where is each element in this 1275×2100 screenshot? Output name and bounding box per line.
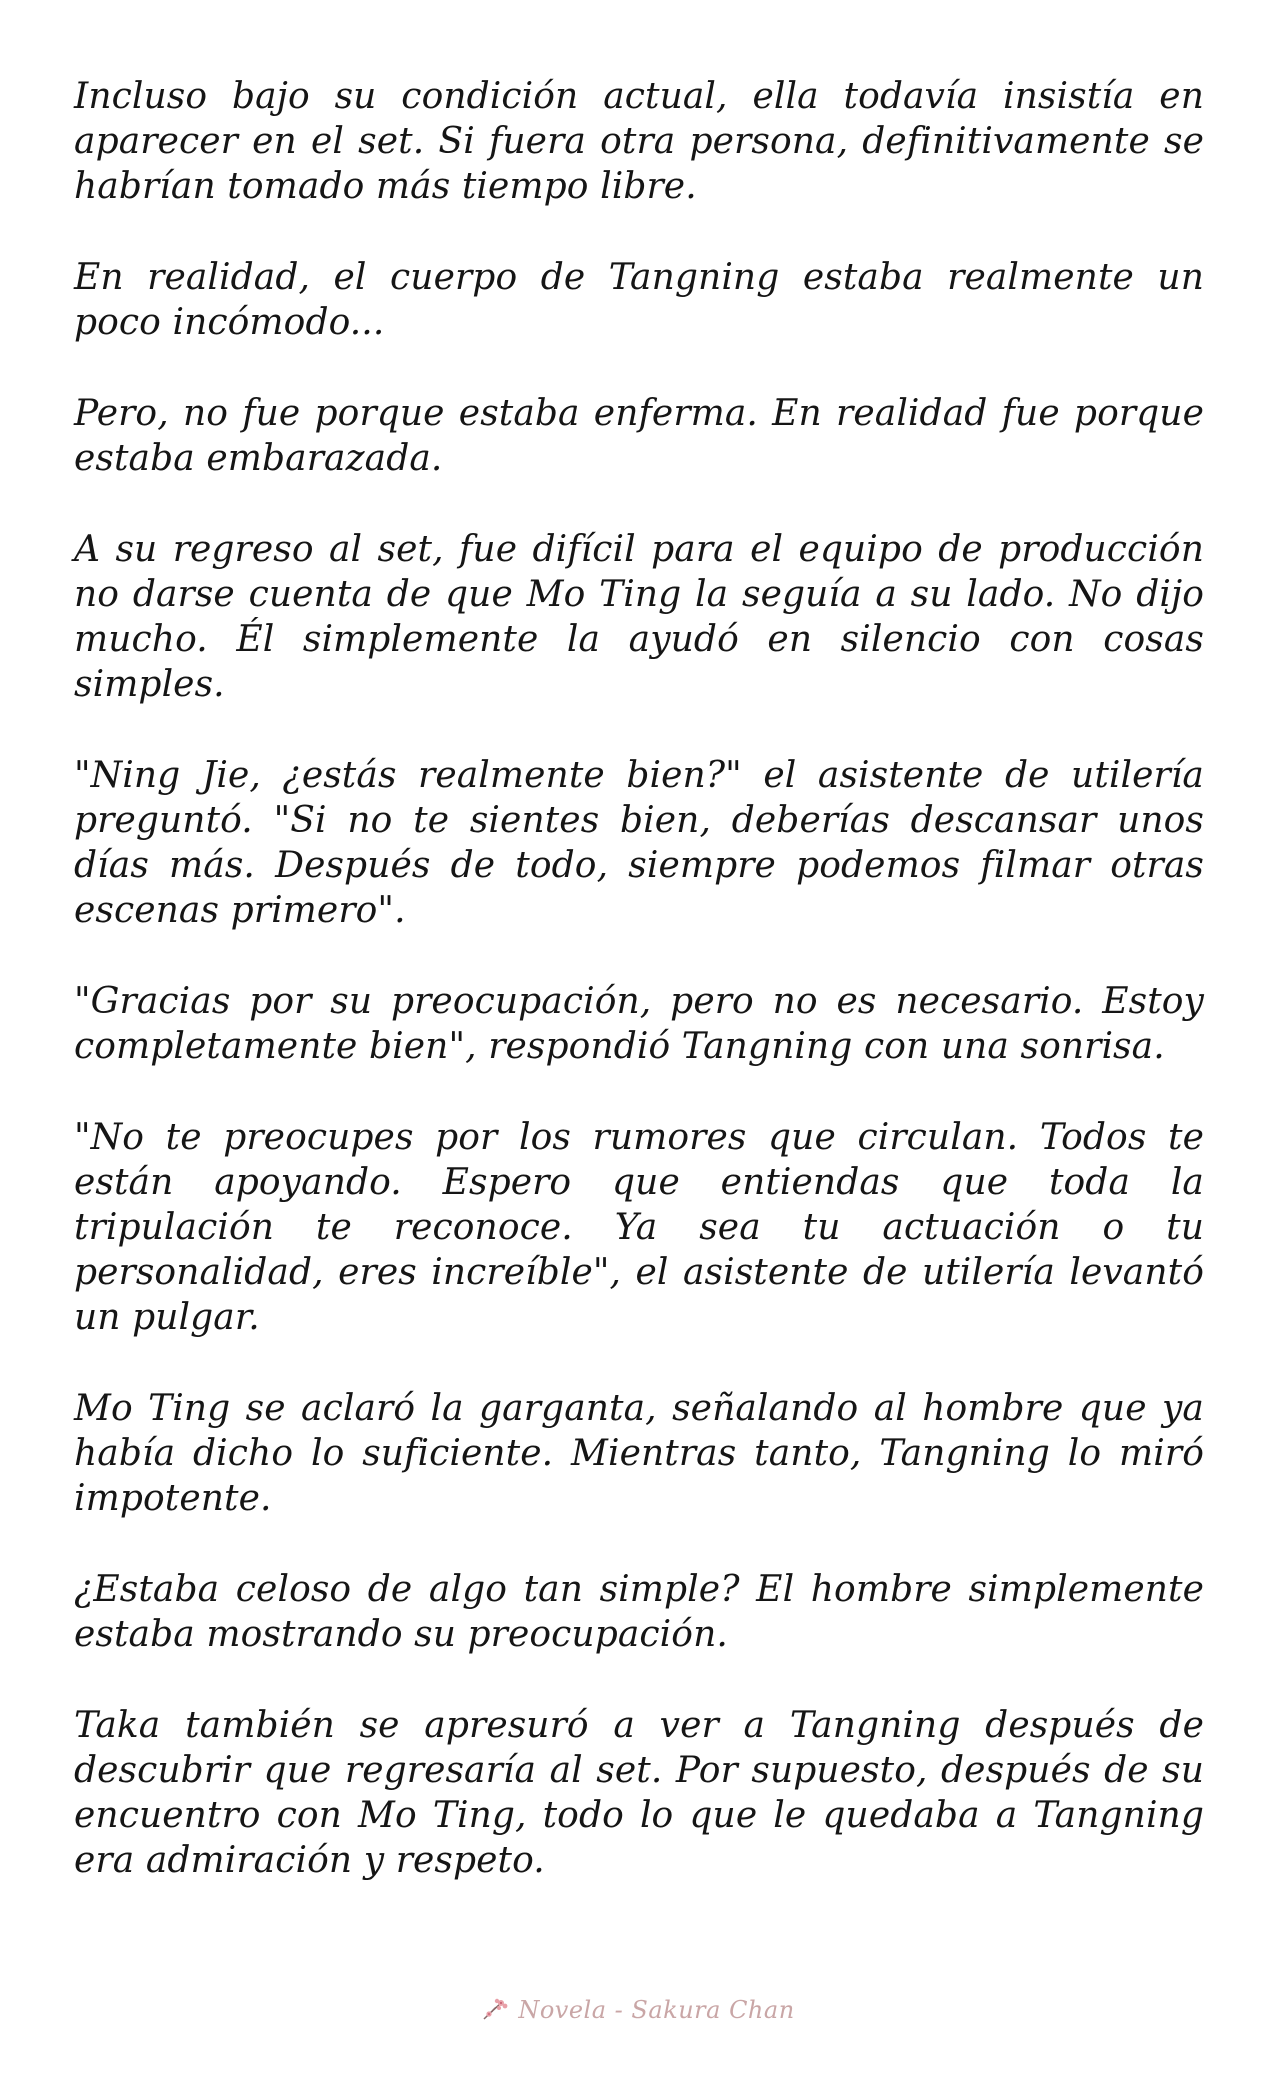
footer-watermark [0,1995,1275,2025]
paragraph-4: A su regreso al set, fue difícil para el equipo de producción no darse cuenta de que Mo Ting la seguía a su lado. No dijo mucho. Él simplemente la ayudó en silencio con cosas simples. [74,529,1204,705]
paragraph-8: Mo Ting se aclaró la garganta, señalando al hombre que ya había dicho lo suficiente. Mientras tanto, Tangning lo miró impotente. [74,1388,1204,1519]
paragraph-7: "No te preocupes por los rumores que circulan. Todos te están apoyando. Espero que entiendas que toda la tripulación te reconoce. Ya sea tu actuación o tu personalidad, eres increíble", el asistente de utilería levantó un pulgar. [74,1117,1204,1338]
paragraph-6: "Gracias por su preocupación, pero no es necesario. Estoy completamente bien", respondió Tangning con una sonrisa. [74,981,1204,1067]
paragraph-1: Incluso bajo su condición actual, ella todavía insistía en aparecer en el set. Si fuera otra persona, definitivamente se habrían tomado más tiempo libre. [74,76,1204,207]
paragraph-10: Taka también se apresuró a ver a Tangning después de descubrir que regresaría al set. Por supuesto, después de su encuentro con Mo Ting, todo lo que le quedaba a Tangning era admiración y respeto. [74,1705,1204,1881]
paragraph-5: "Ning Jie, ¿estás realmente bien?" el asistente de utilería preguntó. "Si no te sientes bien, deberías descansar unos días más. Después de todo, siempre podemos filmar otras escenas primero". [74,755,1204,931]
document-body [74,74,1204,1929]
paragraph-9: ¿Estaba celoso de algo tan simple? El hombre simplemente estaba mostrando su preocupación. [74,1569,1204,1655]
cherry-blossom-icon [480,1995,510,2025]
paragraph-2: En realidad, el cuerpo de Tangning estaba realmente un poco incómodo... [74,257,1204,343]
footer-text: Novela - Sakura Chan [518,1996,795,2024]
paragraph-3: Pero, no fue porque estaba enferma. En realidad fue porque estaba embarazada. [74,393,1204,479]
